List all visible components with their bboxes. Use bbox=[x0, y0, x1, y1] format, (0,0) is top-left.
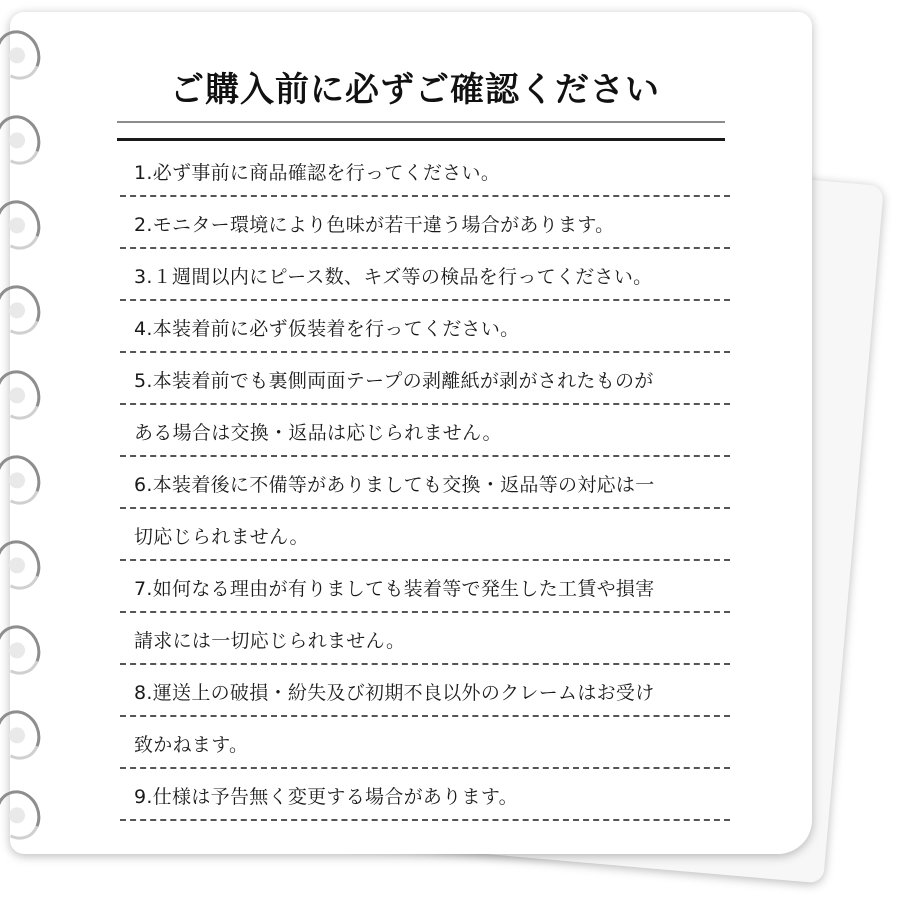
page-title: ご購入前に必ずご確認ください bbox=[170, 70, 660, 110]
notice-list bbox=[120, 145, 730, 821]
binder-ring-icon bbox=[0, 619, 47, 681]
notice-line: 3.１週間以内にピース数、キズ等の検品を行ってください。 bbox=[120, 249, 730, 301]
notice-line: 切応じられません。 bbox=[120, 509, 730, 561]
notice-line: 8.運送上の破損・紛失及び初期不良以外のクレームはお受け bbox=[120, 665, 730, 717]
binder-ring-icon bbox=[0, 364, 47, 426]
notice-line: 4.本装着前に必ず仮装着を行ってください。 bbox=[120, 301, 730, 353]
title-divider-thick bbox=[117, 138, 725, 141]
notice-line: 7.如何なる理由が有りましても装着等で発生した工賃や損害 bbox=[120, 561, 730, 613]
notice-line: 5.本装着前でも裏側両面テープの剥離紙が剥がされたものが bbox=[120, 353, 730, 405]
notice-line: 1.必ず事前に商品確認を行ってください。 bbox=[120, 145, 730, 197]
binder-ring-icon bbox=[0, 194, 47, 256]
notice-line: 2.モニター環境により色味が若干違う場合があります。 bbox=[120, 197, 730, 249]
notice-line: 6.本装着後に不備等がありましても交換・返品等の対応は一 bbox=[120, 457, 730, 509]
binder-ring-icon bbox=[0, 534, 47, 596]
binder-ring-icon bbox=[0, 449, 47, 511]
title-divider-thin bbox=[117, 121, 725, 123]
binder-ring-icon bbox=[0, 704, 47, 766]
notice-line: 9.仕様は予告無く変更する場合があります。 bbox=[120, 769, 730, 821]
binder-ring-icon bbox=[0, 279, 47, 341]
binder-ring-icon bbox=[0, 109, 47, 171]
binder-ring-icon bbox=[0, 784, 47, 846]
binder-ring-icon bbox=[0, 24, 47, 86]
notice-line: 致かねます。 bbox=[120, 717, 730, 769]
notice-line: ある場合は交換・返品は応じられません。 bbox=[120, 405, 730, 457]
notice-line: 請求には一切応じられません。 bbox=[120, 613, 730, 665]
